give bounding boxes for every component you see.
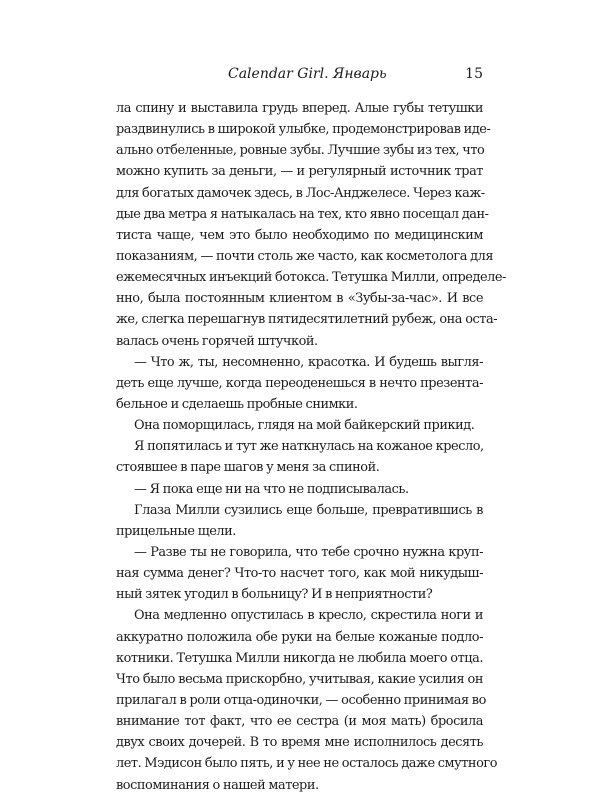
text-line: же, слегка перешагнув пятидесятилетний рубеж, она оста-: [116, 312, 498, 328]
text-line: тиста чаще, чем это было необходимо по медицинским: [116, 227, 483, 243]
text-line: бельное и сделаешь пробные снимки.: [116, 396, 358, 412]
text-line: валась очень горячей штучкой.: [116, 333, 318, 349]
text-line: — Я пока еще ни на что не подписывалась.: [134, 481, 409, 497]
text-line: двух своих дочерей. В то время мне исполнилось десять: [116, 735, 483, 751]
text-line: Глаза Милли сузились еще больше, превратившись в: [134, 502, 483, 518]
text-line: Я попятилась и тут же наткнулась на кожаное кресло,: [134, 439, 484, 455]
text-line: можно купить за деньги, — и регулярный источник трат: [116, 164, 483, 180]
running-head: [116, 66, 483, 86]
text-line: ежемесячных инъекций ботокса. Тетушка Милли, определе-: [116, 270, 506, 286]
body-text: [116, 98, 506, 796]
text-line: воспоминания о нашей матери.: [116, 777, 319, 793]
text-line: Она поморщилась, глядя на мой байкерский прикид.: [134, 418, 475, 434]
text-line: Что было весьма прискорбно, учитывая, какие усилия он: [116, 671, 483, 687]
text-line: ально отбеленные, ровные зубы. Лучшие зубы из тех, что: [116, 143, 485, 159]
page-number: 15: [465, 66, 483, 82]
text-line: деть еще лучше, когда переоденешься в нечто презента-: [116, 375, 483, 391]
text-line: раздвинулись в широкой улыбке, продемонстрировав иде-: [116, 122, 491, 138]
text-line: нно, была постоянным клиентом в «Зубы-за-час». И все: [116, 291, 483, 307]
text-line: стоявшее в паре шагов у меня за спиной.: [116, 460, 380, 476]
text-line: ла спину и выставила грудь вперед. Алые губы тетушки: [116, 101, 483, 116]
text-line: — Разве ты не говорила, что тебе срочно нужна круп-: [134, 544, 483, 560]
text-line: котники. Тетушка Милли никогда не любила моего отца.: [116, 650, 483, 666]
text-line: для богатых дамочек здесь, в Лос-Анджелесе. Через каж-: [116, 185, 485, 201]
text-line: лет. Мэдисон было пять, и у нее не осталось даже смутного: [116, 756, 498, 772]
running-title: Calendar Girl. Январь: [228, 66, 387, 82]
text-line: прилагал в роли отца-одиночки, — особенно принимая во: [116, 692, 486, 708]
text-line: — Что ж, ты, несомненно, красотка. И будешь выгля-: [134, 354, 483, 370]
text-line: внимание тот факт, что ее сестра (и моя мать) бросила: [116, 714, 483, 730]
text-line: прицельные щели.: [116, 523, 236, 539]
text-line: аккуратно положила обе руки на белые кожаные подло-: [116, 629, 483, 645]
text-line: дые два метра я натыкалась на тех, кто явно посещал дан-: [116, 206, 489, 222]
text-line: ная сумма денег? Что-то насчет того, как мой никудыш-: [116, 566, 483, 582]
text-line: Она медленно опустилась в кресло, скрестила ноги и: [134, 608, 483, 624]
text-line: показаниям, — почти столь же часто, как косметолога для: [116, 248, 494, 264]
text-line: ный зятек угодил в больницу? И в неприятности?: [116, 587, 433, 603]
